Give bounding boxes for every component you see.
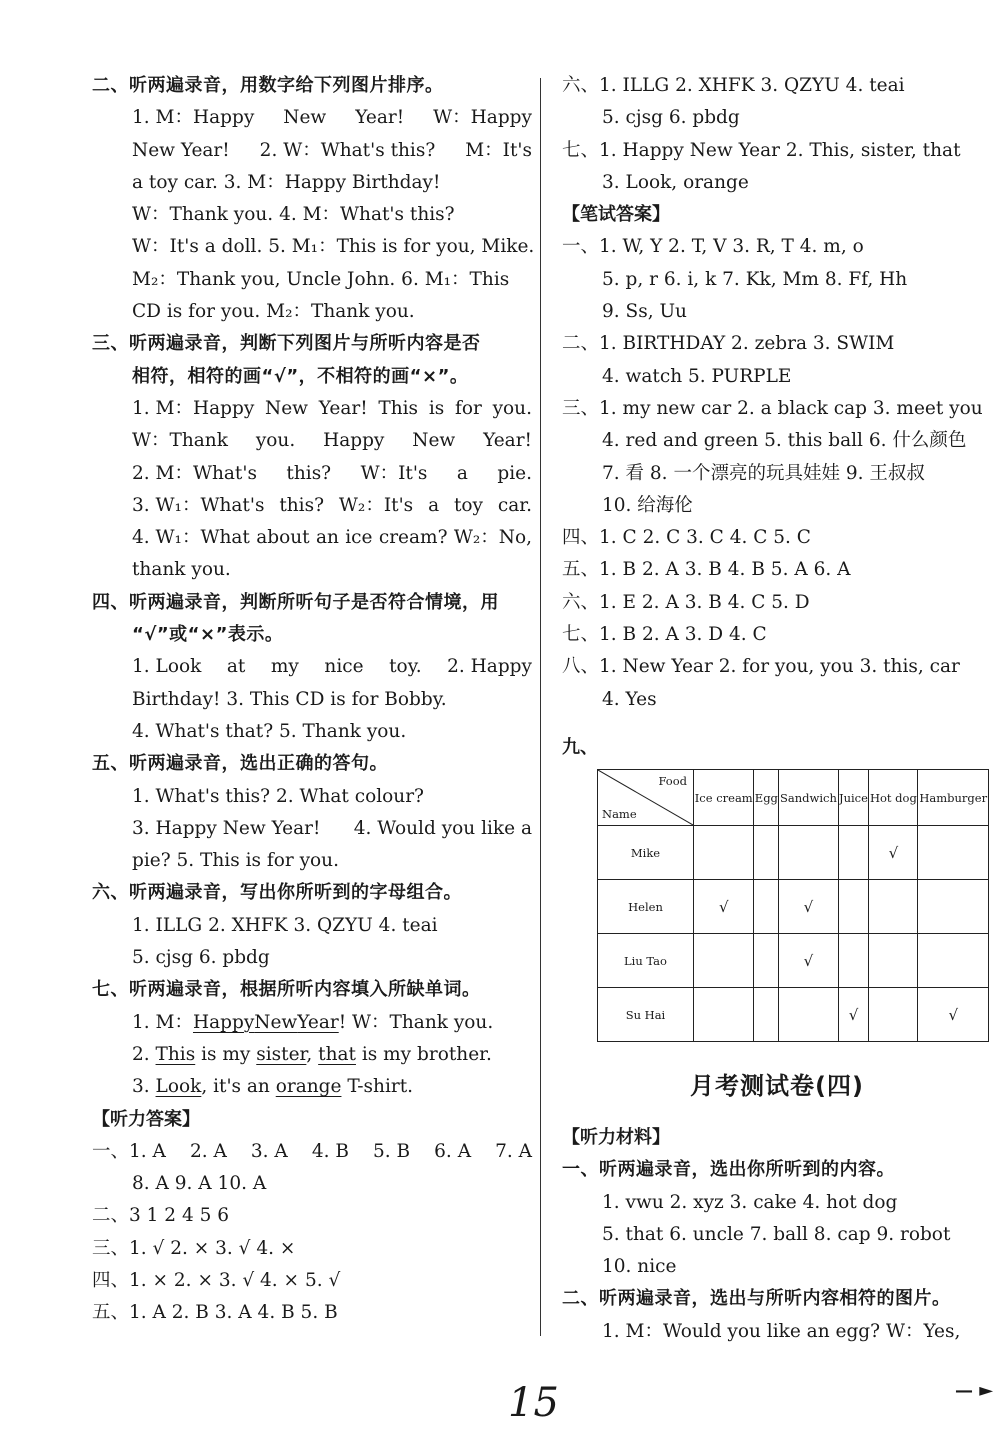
text-fragment: , [306,1043,319,1065]
word: is [428,397,445,419]
word: cream? [378,527,448,549]
word: 1. M：Happy [132,397,255,419]
filled-word: Look [155,1076,202,1098]
corner-name-label: Name [602,807,637,821]
word: a [428,494,440,516]
section-heading: 三、听两遍录音，判断下列图片与所听内容是否 [92,333,481,355]
justified-line [92,135,532,167]
text-line: 3. Look, orange [602,171,749,193]
answer-line: 八、1. New Year 2. for you, you 3. this, car [562,656,960,678]
text-fragment: 3. [132,1076,156,1098]
word: W₂：It's [338,494,414,516]
word: M：It's [465,139,532,161]
answer-line: 二、1. BIRTHDAY 2. zebra 3. SWIM [562,333,895,355]
word: 4. W₁：What [132,527,250,549]
answer-item: 7. A [495,1140,532,1162]
table-cell: √ [869,826,918,880]
filled-word: New [254,1011,298,1033]
answer-item: 2. A [189,1140,227,1162]
table-cell [754,826,779,880]
column-header: Juice [838,770,869,826]
text-line: 4. Yes [602,688,657,710]
text-line: 9. Ss, Uu [602,301,687,323]
section-heading-continued: 相符，相符的画“√”，不相符的画“×”。 [132,365,469,387]
filled-word: orange [275,1076,342,1098]
table-cell [918,934,989,988]
fill-in-answer-line [92,1007,532,1039]
word: car. [497,494,532,516]
answer-line: 七、1. B 2. A 3. D 4. C [562,624,767,646]
text-fragment: ! W：Thank you. [338,1011,494,1033]
text-line: 4. red and green 5. this ball 6. 什么颜色 [602,430,967,452]
text-line: Birthday! 3. This CD is for Bobby. [132,688,447,710]
justified-line [92,458,532,490]
filled-word: This [155,1043,196,1065]
word: W₂：No, [453,527,532,549]
text-line: 10. nice [602,1256,677,1278]
answer-line: 四、1. × 2. × 3. √ 4. × 5. √ [92,1269,341,1291]
text-fragment: 2. [132,1043,156,1065]
justified-line [92,651,532,683]
text-line: CD is for you. M₂：Thank you. [132,301,415,323]
answer-line: 一、1. W, Y 2. T, V 3. R, T 4. m, o [562,236,864,258]
column-header: Ice cream [694,770,754,826]
section-heading: 一、听两遍录音，选出你所听到的内容。 [562,1159,895,1181]
column-divider [540,78,541,1336]
section-heading: 七、听两遍录音，根据所听内容填入所缺单词。 [92,979,481,1001]
text-fragment: 1. M： [132,1011,193,1033]
justified-line [92,813,532,845]
fill-in-answer-line [92,1071,532,1103]
word: 3. W₁：What's [132,494,265,516]
section-heading: 五、听两遍录音，选出正确的答句。 [92,753,388,775]
table-cell [838,826,869,880]
text-line: 5. that 6. uncle 7. ball 8. cap 9. robot [602,1223,951,1245]
word: this? [279,494,325,516]
filled-word: Year [297,1011,339,1033]
section-heading: 六、听两遍录音，写出你所听到的字母组合。 [92,882,462,904]
table-cell [838,934,869,988]
section-heading: 二、听两遍录音，选出与所听内容相符的图片。 [562,1288,951,1310]
text-fragment: , it's an [201,1076,276,1098]
word: a [456,462,468,484]
table-row [598,988,989,1042]
table-cell [694,934,754,988]
text-line: a toy car. 3. M：Happy Birthday! [132,171,441,193]
filled-word: that [318,1043,356,1065]
word: an [315,527,339,549]
text-line: 1. vwu 2. xyz 3. cake 4. hot dog [602,1191,898,1213]
justified-line [92,102,532,134]
column-header: Hot dog [869,770,918,826]
table-cell: √ [694,880,754,934]
text-fragment: is my [195,1043,257,1065]
answer-line: 七、1. Happy New Year 2. This, sister, that [562,139,961,161]
answer-line: 五、1. A 2. B 3. A 4. B 5. B [92,1302,338,1324]
answer-item: 5. B [372,1140,411,1162]
text-fragment: is my brother. [355,1043,492,1065]
table-cell [918,880,989,934]
answer-item: 4. B [311,1140,349,1162]
word: 1. Look [132,656,202,678]
word: 2. M：What's [132,462,257,484]
left-column [92,70,535,1330]
word: New [412,430,456,452]
word: my [270,656,299,678]
word: Happy [323,430,385,452]
table-header-row [598,770,989,826]
text-line: 4. watch 5. PURPLE [602,365,792,387]
word: at [226,656,246,678]
table-cell: √ [779,880,838,934]
word: you. [492,397,532,419]
justified-line [92,490,532,522]
answer-line: 三、1. √ 2. × 3. √ 4. × [92,1237,296,1259]
word: W：It's [360,462,428,484]
justified-line [92,425,532,457]
word: 2. W：What's this? [259,139,436,161]
column-header: Sandwich [779,770,838,826]
row-name-cell: Helen [598,880,694,934]
bottom-right-block [562,1122,992,1348]
page-number: 15 [508,1380,559,1426]
table-cell [869,988,918,1042]
right-column [562,70,992,716]
word: toy. [389,656,422,678]
word: 1. M：Happy [132,107,255,129]
answer-line: 六、1. E 2. A 3. B 4. C 5. D [562,591,810,613]
text-line: 8. A 9. A 10. A [132,1173,267,1195]
answer-line: 四、1. C 2. C 3. C 4. C 5. C [562,527,811,549]
justified-line [92,522,532,554]
table-cell [838,880,869,934]
row-name-cell: Su Hai [598,988,694,1042]
justified-line [92,393,532,425]
food-preference-table [597,769,989,1042]
table-corner-cell [598,770,694,826]
answer-heading: 【听力材料】 [562,1127,670,1148]
table-cell [754,880,779,934]
word: New [283,107,327,129]
corner-mark: — ► [955,1380,994,1401]
column-header: Egg [754,770,779,826]
text-line: W：Thank you. 4. M：What's this? [132,204,455,226]
answer-line: 六、1. ILLG 2. XHFK 3. QZYU 4. teai [562,75,905,96]
answer-line: 二、3 1 2 4 5 6 [92,1205,230,1227]
table-cell [754,934,779,988]
answer-item: 3. A [250,1140,288,1162]
word: 3. Happy New Year! [132,817,321,839]
word: this? [286,462,332,484]
column-header: Hamburger [918,770,989,826]
word: W：Thank [132,430,228,452]
section-heading: 四、听两遍录音，判断所听句子是否符合情境，用 [92,591,499,613]
text-line: 5. p, r 6. i, k 7. Kk, Mm 8. Ff, Hh [602,268,908,290]
word: you. [255,430,296,452]
answer-heading: 【笔试答案】 [562,204,670,226]
text-line: 5. cjsg 6. pbdg [602,107,740,129]
word: ice [345,527,373,549]
answer-line: 五、1. B 2. A 3. B 4. B 5. A 6. A [562,559,851,581]
question-nine-label: 九、 [562,737,598,758]
table-cell [694,988,754,1042]
table-cell [918,826,989,880]
section-heading: 二、听两遍录音，用数字给下列图片排序。 [92,75,444,96]
text-line: 1. M：Would you like an egg? W：Yes, [602,1320,961,1342]
text-line: 7. 看 8. 一个漂亮的玩具娃娃 9. 王叔叔 [602,462,925,484]
text-line: thank you. [132,559,231,581]
text-line: pie? 5. This is for you. [132,850,339,872]
fill-in-answer-line [92,1039,532,1071]
table-cell [694,826,754,880]
table-cell: √ [838,988,869,1042]
word: 4. Would you like a [353,817,532,839]
text-line: M₂：Thank you, Uncle John. 6. M₁：This [132,268,510,290]
section-heading-continued: “√”或“×”表示。 [132,624,284,646]
table-cell: √ [779,934,838,988]
word: W：Happy [433,107,532,129]
table-cell [779,988,838,1042]
text-line: 10. 给海伦 [602,494,693,516]
text-fragment: T-shirt. [341,1076,414,1098]
word: toy [453,494,484,516]
table-cell [779,826,838,880]
answer-heading: 【听力答案】 [92,1108,200,1130]
table-cell [754,988,779,1042]
filled-word: Happy [192,1011,255,1033]
word: 2. Happy [447,656,532,678]
answer-line: 三、1. my new car 2. a black cap 3. meet you [562,397,983,419]
text-line: 1. What's this? 2. What colour? [132,785,424,807]
text-line: 4. What's that? 5. Thank you. [132,720,407,742]
row-name-cell: Liu Tao [598,934,694,988]
justified-answer-line [92,1136,532,1168]
table-row [598,826,989,880]
word: Year! [355,107,405,129]
corner-food-label: Food [658,774,687,788]
answer-item: 6. A [434,1140,472,1162]
word: nice [324,656,364,678]
section-title: 月考测试卷(四) [690,1072,864,1100]
word: New [265,397,309,419]
text-line: 1. ILLG 2. XHFK 3. QZYU 4. teai [132,914,438,936]
answer-item: 一、1. A [92,1140,166,1162]
table-row [598,880,989,934]
word: Year! [483,430,532,452]
text-line: 5. cjsg 6. pbdg [132,947,270,969]
word: for [454,397,482,419]
word: pie. [497,462,532,484]
filled-word: sister [256,1043,307,1065]
word: This [378,397,419,419]
text-line: W：It's a doll. 5. M₁：This is for you, Mike. [132,236,535,258]
table-cell: √ [918,988,989,1042]
table-cell [869,880,918,934]
word: New Year! [132,139,230,161]
word: Year! [318,397,368,419]
table-row [598,934,989,988]
table-cell [869,934,918,988]
row-name-cell: Mike [598,826,694,880]
word: about [256,527,310,549]
